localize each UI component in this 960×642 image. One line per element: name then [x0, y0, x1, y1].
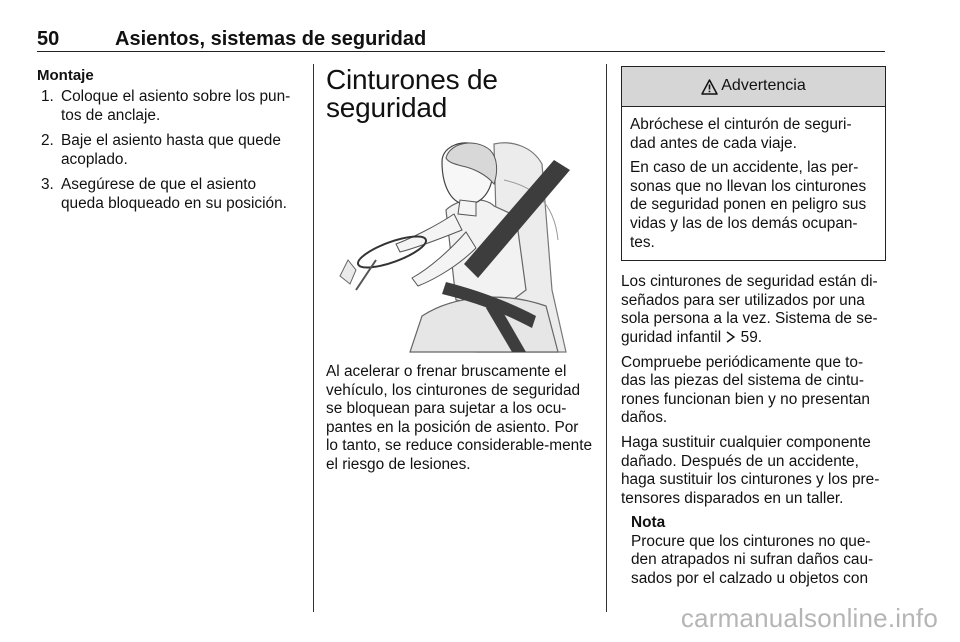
column-divider-right — [606, 64, 607, 612]
warning-title: Advertencia — [721, 77, 806, 95]
note-text: Procure que los cinturones no que-den atrapados ni sufran daños cau-sados por el calzado u objetos con — [631, 532, 874, 588]
right-column — [621, 66, 887, 589]
page-header — [37, 28, 885, 52]
step-item — [37, 131, 299, 169]
note-block — [631, 514, 887, 588]
section-title-line1: Cinturones de — [326, 64, 498, 95]
step-item — [37, 175, 299, 213]
step-number: 3. — [41, 176, 54, 193]
warning-header — [622, 67, 885, 107]
warning-body — [622, 107, 885, 260]
seatbelt-usage-paragraph — [621, 273, 887, 347]
note-label: Nota — [631, 514, 666, 532]
warning-box — [621, 66, 886, 261]
column-divider-left — [313, 64, 314, 612]
warning-paragraph: En caso de un accidente, las per-sonas que no llevan los cinturones de seguridad ponen en peligro sus vidas y las de los demás ocupan-tes. — [630, 159, 867, 251]
inspection-paragraph: Compruebe periódicamente que to-das las piezas del sistema de cintu-rones funcionan bien y no presentan daños. — [621, 353, 870, 427]
reference-page-number: 59. — [740, 328, 763, 346]
montaje-steps — [37, 87, 299, 213]
section-title-line2: seguridad — [326, 92, 448, 123]
chapter-title: Asientos, sistemas de seguridad — [115, 28, 427, 50]
step-text: Coloque el asiento sobre los pun-tos de anclaje. — [61, 88, 291, 124]
replacement-paragraph: Haga sustituir cualquier componente dañado. Después de un accidente, haga sustituir los cinturones y los pre-tensores disparados en un taller. — [621, 433, 880, 507]
page-number: 50 — [37, 28, 60, 50]
right-column-body — [621, 273, 887, 589]
seatbelt-intro-paragraph: Al acelerar o frenar bruscamente el vehículo, los cinturones de seguridad se bloquean para sujetar a los ocu-pantes en la posición de asiento. Por lo tanto, se reduce considerable-mente el riesgo de lesiones. — [326, 363, 593, 473]
step-number: 2. — [41, 132, 54, 149]
section-title — [326, 66, 594, 122]
step-number: 1. — [41, 88, 54, 105]
seatbelt-driver-illustration — [326, 140, 592, 354]
step-text: Asegúrese de que el asiento queda bloqueado en su posición. — [61, 176, 287, 212]
usage-text: Los cinturones de seguridad están di-señados para ser utilizados por una sola persona a la vez. Sistema de se-guridad infantil — [621, 273, 878, 346]
page-reference-arrow-icon — [725, 331, 736, 343]
step-text: Baje el asiento hasta que quede acoplado. — [61, 132, 281, 168]
montaje-subhead: Montaje — [37, 67, 94, 84]
warning-triangle-icon — [701, 79, 718, 95]
warning-paragraph: Abróchese el cinturón de seguri-dad antes de cada viaje. — [630, 116, 852, 152]
left-column — [37, 66, 299, 219]
middle-column — [326, 64, 594, 473]
step-item — [37, 87, 299, 125]
watermark: carmanualsonline.info — [680, 603, 938, 633]
